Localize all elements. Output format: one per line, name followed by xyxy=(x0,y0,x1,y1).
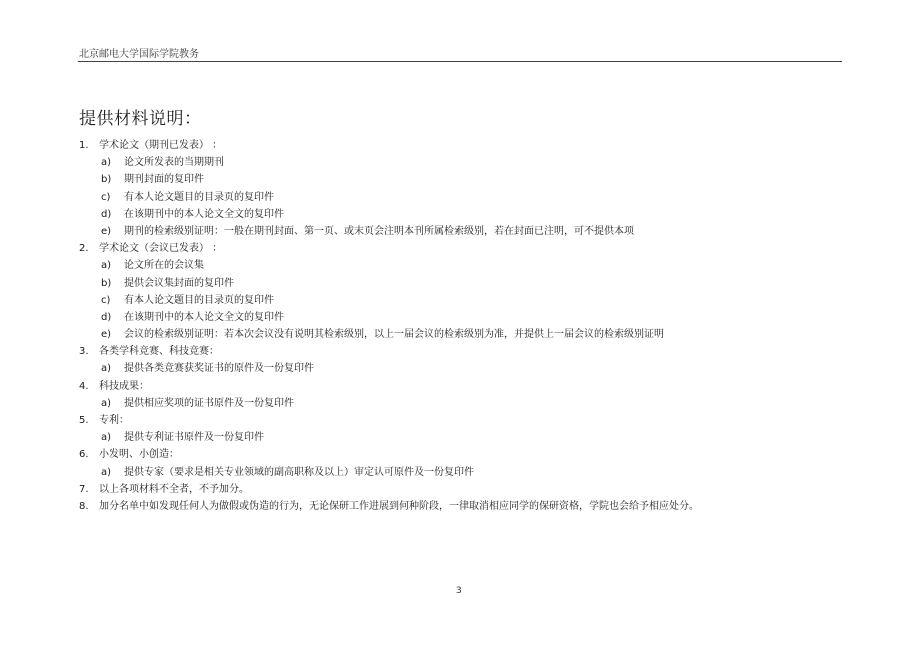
sub-list-item-label: c) xyxy=(101,294,111,306)
list-item xyxy=(0,481,920,498)
sub-list-item-text: 提供专家（要求是相关专业领域的副高职称及以上）审定认可原件及一份复印件 xyxy=(124,466,474,478)
sub-list-item-label: a) xyxy=(101,432,112,444)
list-item-text: 以上各项材料不全者，不予加分。 xyxy=(99,483,249,495)
list-item xyxy=(0,412,920,429)
list-item xyxy=(0,343,920,360)
page-header: 北京邮电大学国际学院教务 xyxy=(79,49,199,60)
sub-list-item-label: d) xyxy=(101,311,112,323)
sub-list-item-text: 有本人论文题目的目录页的复印件 xyxy=(124,294,274,306)
sub-list-item xyxy=(0,257,920,274)
sub-list-item-text: 在该期刊中的本人论文全文的复印件 xyxy=(124,208,284,220)
list-item-number: 3. xyxy=(79,346,89,358)
list-item-text: 加分名单中如发现任何人为做假或伪造的行为，无论保研工作进展到何种阶段，一律取消相应同学的保研资格，学院也会给予相应处分。 xyxy=(99,500,699,512)
sub-list-item-text: 有本人论文题目的目录页的复印件 xyxy=(124,191,274,203)
list-item-number: 6. xyxy=(79,449,89,461)
list-item xyxy=(0,240,920,257)
list-item-number: 8. xyxy=(79,500,89,512)
list-item-text: 小发明、小创造： xyxy=(99,449,179,461)
sub-list-item-text: 提供各类竞赛获奖证书的原件及一份复印件 xyxy=(124,363,314,375)
page-number: 3 xyxy=(456,586,462,596)
sub-list-item xyxy=(0,326,920,343)
section-title: 提供材料说明： xyxy=(79,109,202,129)
sub-list-item-label: d) xyxy=(101,208,112,220)
list-item xyxy=(0,446,920,463)
sub-list-item xyxy=(0,395,920,412)
sub-list-item xyxy=(0,154,920,171)
sub-list-item xyxy=(0,292,920,309)
list-item-text: 各类学科竞赛、科技竞赛： xyxy=(99,346,219,358)
list-item-number: 7. xyxy=(79,483,89,495)
sub-list-item xyxy=(0,360,920,377)
sub-list-item xyxy=(0,464,920,481)
sub-list-item-label: a) xyxy=(101,260,112,272)
list-item xyxy=(0,137,920,154)
list-item-text: 学术论文（会议已发表） ： xyxy=(99,243,223,255)
sub-list-item xyxy=(0,223,920,240)
sub-list-item xyxy=(0,275,920,292)
sub-list-item-text: 会议的检索级别证明：若本次会议没有说明其检索级别，以上一届会议的检索级别为准，并提供上一届会议的检索级别证明 xyxy=(124,329,664,341)
sub-list-item xyxy=(0,189,920,206)
materials-list xyxy=(0,137,920,515)
sub-list-item xyxy=(0,429,920,446)
sub-list-item-text: 论文所发表的当期期刊 xyxy=(124,157,224,169)
list-item-text: 科技成果： xyxy=(99,380,149,392)
sub-list-item-text: 在该期刊中的本人论文全文的复印件 xyxy=(124,311,284,323)
sub-list-item xyxy=(0,206,920,223)
sub-list-item-label: a) xyxy=(101,466,112,478)
sub-list-item-label: a) xyxy=(101,397,112,409)
sub-list-item-text: 提供专利证书原件及一份复印件 xyxy=(124,432,264,444)
list-item-number: 5. xyxy=(79,415,89,426)
sub-list-item-text: 期刊的检索级别证明：一般在期刊封面、第一页、或末页会注明本刊所属检索级别，若在封面已注明，可不提供本项 xyxy=(124,225,634,237)
header-divider xyxy=(78,61,842,62)
sub-list-item-label: c) xyxy=(101,191,111,203)
sub-list-item xyxy=(0,171,920,188)
list-item xyxy=(0,498,920,515)
sub-list-item-label: a) xyxy=(101,157,112,169)
sub-list-item-label: a) xyxy=(101,363,112,375)
list-item xyxy=(0,378,920,395)
sub-list-item xyxy=(0,309,920,326)
sub-list-item-label: e) xyxy=(101,329,112,341)
sub-list-item-text: 论文所在的会议集 xyxy=(124,260,204,272)
list-item-number: 1. xyxy=(79,140,89,151)
list-item-number: 4. xyxy=(79,380,89,392)
sub-list-item-label: b) xyxy=(101,174,112,186)
sub-list-item-text: 提供相应奖项的证书原件及一份复印件 xyxy=(124,397,294,409)
sub-list-item-text: 期刊封面的复印件 xyxy=(124,174,204,186)
sub-list-item-label: b) xyxy=(101,277,112,289)
sub-list-item-text: 提供会议集封面的复印件 xyxy=(124,277,234,289)
list-item-text: 学术论文（期刊已发表） ： xyxy=(99,140,223,151)
sub-list-item-label: e) xyxy=(101,225,112,237)
list-item-number: 2. xyxy=(79,243,89,255)
list-item-text: 专利： xyxy=(99,415,129,426)
